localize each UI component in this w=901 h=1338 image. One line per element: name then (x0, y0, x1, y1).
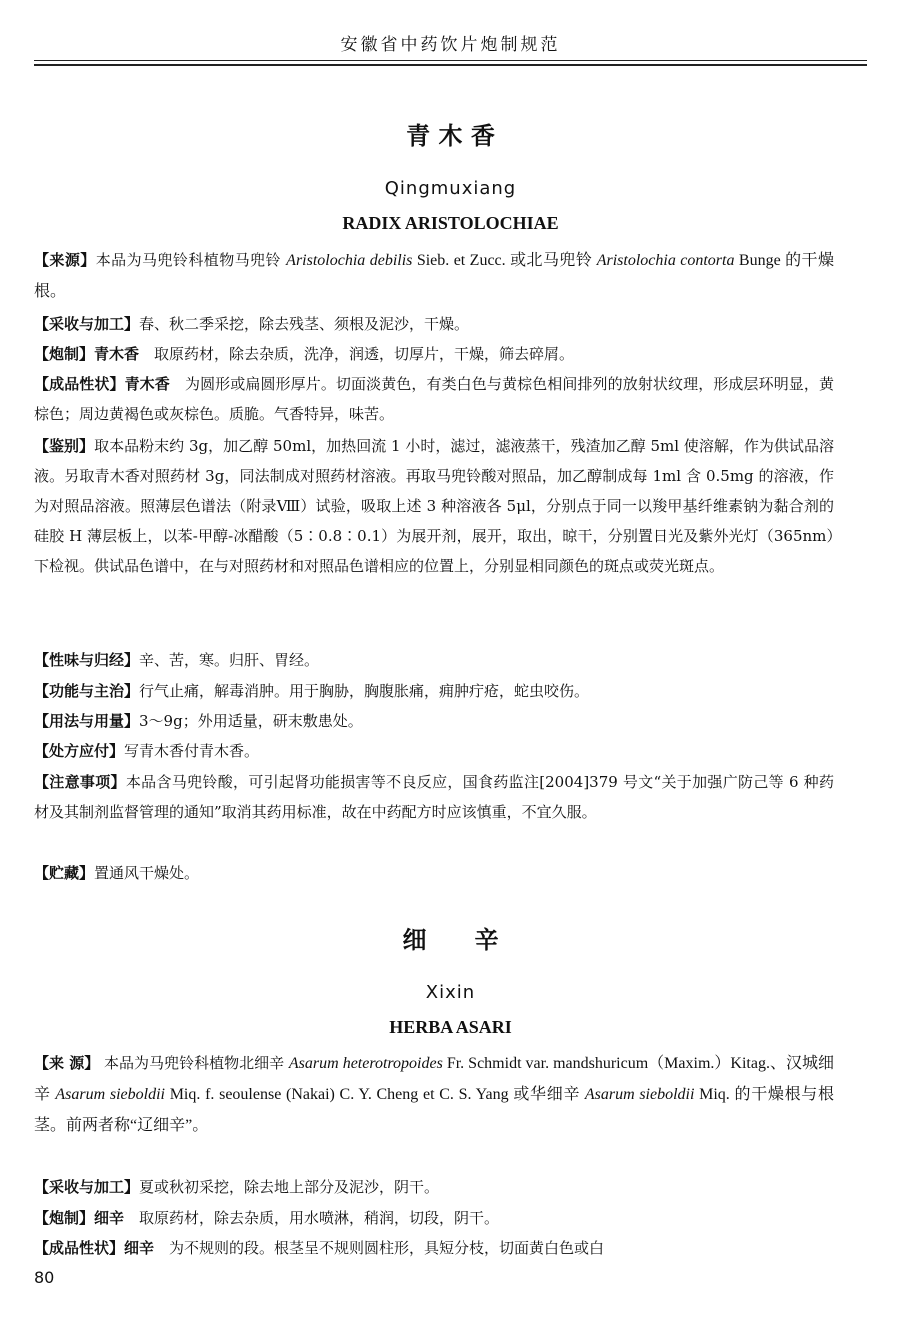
section-text: 行气止痛，解毒消肿。用于胸胁，胸腹胀痛，痈肿疔疮，蛇虫咬伤。 (139, 682, 590, 700)
section-text: Bunge 的干燥根。 (34, 252, 834, 300)
section-label: 【采收与加工】 (34, 315, 140, 333)
section-function (34, 676, 834, 706)
species-name: Asarum heterotropoides (288, 1055, 443, 1072)
section-text: 取原药材，除去杂质，洗净，润透，切厚片，干燥，筛去碎屑。 (139, 345, 575, 363)
section-text: 取本品粉末约 3g，加乙醇 50ml，加热回流 1 小时，滤过，滤液蒸干，残渣加乙醇 5ml 使溶解，作为供试品溶液。另取青木香对照药材 3g，同法制成对照药材溶液。再取马兜铃酸对照品，加乙醇制成每 1ml 含 0.5mg 的溶液，作为对照品溶液。照薄层色谱法（附录Ⅷ）试验，吸取上述 3 种溶液各 5μl，分别点于同一以羧甲基纤维素钠为黏合剂的硅胶 H 薄层板上，以苯-甲醇-冰醋酸（5∶0.8∶0.1）为展开剂，展开，取出，晾干，分别置日光及紫外光灯（365nm）下检视。供试品色谱中，在与对照药材和对照品色谱相应的位置上，分别显相同颜色的斑点或荧光斑点。 (34, 437, 834, 575)
section-processing (34, 1203, 834, 1233)
species-name: Aristolochia contorta (596, 252, 735, 269)
section-text: 写青木香付青木香。 (124, 742, 260, 760)
section-label: 【来源】 (34, 251, 96, 269)
section-label: 【成品性状】 (34, 1239, 125, 1257)
section-text: Fr. Schmidt var. mandshuricum（Maxim.）Kitag.、汉城细辛 (34, 1055, 834, 1103)
item-subtitle: 细辛 (124, 1239, 155, 1257)
section-label: 【来 源】 (34, 1054, 100, 1072)
entry-title-xixin: 细 辛 (402, 926, 499, 954)
page-number: 80 (34, 1268, 55, 1287)
section-label: 【炮制】 (34, 345, 95, 363)
section-identification (34, 431, 834, 581)
section-label: 【注意事项】 (34, 773, 126, 791)
section-text: 本品为马兜铃科植物北细辛 (99, 1054, 289, 1072)
section-nature (34, 645, 834, 675)
section-text: Miq. 的干燥根与根茎。前两者称“辽细辛”。 (34, 1086, 834, 1134)
entry-pinyin-qingmuxiang: Qingmuxiang (384, 178, 517, 199)
item-subtitle: 青木香 (94, 345, 140, 363)
section-label: 【贮藏】 (34, 864, 95, 882)
section-label: 【功能与主治】 (34, 682, 140, 700)
entry-latin-qingmuxiang: RADIX ARISTOLOCHIAE (342, 213, 559, 233)
section-label: 【性味与归经】 (34, 651, 140, 669)
section-text: 为圆形或扁圆形厚片。切面淡黄色，有类白色与黄棕色相间排列的放射状纹理，形成层环明显，黄棕色；周边黄褐色或灰棕色。质脆。气香特异，味苦。 (34, 375, 834, 423)
section-text: Sieb. et Zucc. 或北马兜铃 (412, 252, 597, 269)
section-label: 【鉴别】 (34, 437, 95, 455)
entry-pinyin-xixin: Xixin (425, 982, 476, 1003)
section-harvest (34, 309, 834, 339)
section-processing (34, 339, 834, 369)
section-text: 夏或秋初采挖，除去地上部分及泥沙，阴干。 (139, 1178, 440, 1196)
section-text: Miq. f. seoulense (Nakai) C. Y. Cheng et C. S. Yang 或华细辛 (165, 1086, 585, 1103)
section-text: 春、秋二季采挖，除去残茎、须根及泥沙，干燥。 (139, 315, 470, 333)
species-name: Asarum sieboldii (55, 1086, 165, 1103)
section-text: 为不规则的段。根茎呈不规则圆柱形，具短分枝，切面黄白色或白 (154, 1239, 605, 1257)
section-traits (34, 369, 834, 429)
section-text: 本品含马兜铃酸，可引起肾功能损害等不良反应，国食药监注[2004]379 号文“关于加强广防己等 6 种药材及其制剂监督管理的通知”取消其药用标准，故在中药配方时应该慎重，不宜久服。 (34, 773, 834, 821)
section-label: 【用法与用量】 (34, 712, 140, 730)
section-label: 【成品性状】 (34, 375, 125, 393)
item-subtitle: 青木香 (124, 375, 170, 393)
item-subtitle: 细辛 (94, 1209, 125, 1227)
section-text: 取原药材，除去杂质，用水喷淋，稍润，切段，阴干。 (124, 1209, 500, 1227)
running-head: 安徽省中药饮片炮制规范 (340, 35, 561, 55)
section-harvest (34, 1172, 834, 1202)
section-text: 本品为马兜铃科植物马兜铃 (95, 251, 287, 269)
species-name: Aristolochia debilis (286, 252, 413, 269)
section-text: 置通风干燥处。 (94, 864, 200, 882)
section-source (34, 1048, 834, 1141)
section-label: 【采收与加工】 (34, 1178, 140, 1196)
section-prescription (34, 736, 834, 766)
section-caution (34, 767, 834, 827)
section-source (34, 245, 834, 307)
section-usage (34, 706, 834, 736)
header-rule-thin (34, 60, 867, 61)
entry-latin-xixin: HERBA ASARI (389, 1017, 512, 1037)
section-label: 【处方应付】 (34, 742, 125, 760)
entry-title-qingmuxiang: 青 木 香 (406, 122, 495, 150)
section-traits (34, 1233, 834, 1263)
section-text: 辛、苦，寒。归肝、胃经。 (139, 651, 320, 669)
species-name: Asarum sieboldii (584, 1086, 695, 1103)
header-rule-thick (34, 64, 867, 66)
section-text: 3～9g；外用适量，研末敷患处。 (139, 712, 363, 730)
section-label: 【炮制】 (34, 1209, 95, 1227)
section-storage (34, 858, 834, 888)
